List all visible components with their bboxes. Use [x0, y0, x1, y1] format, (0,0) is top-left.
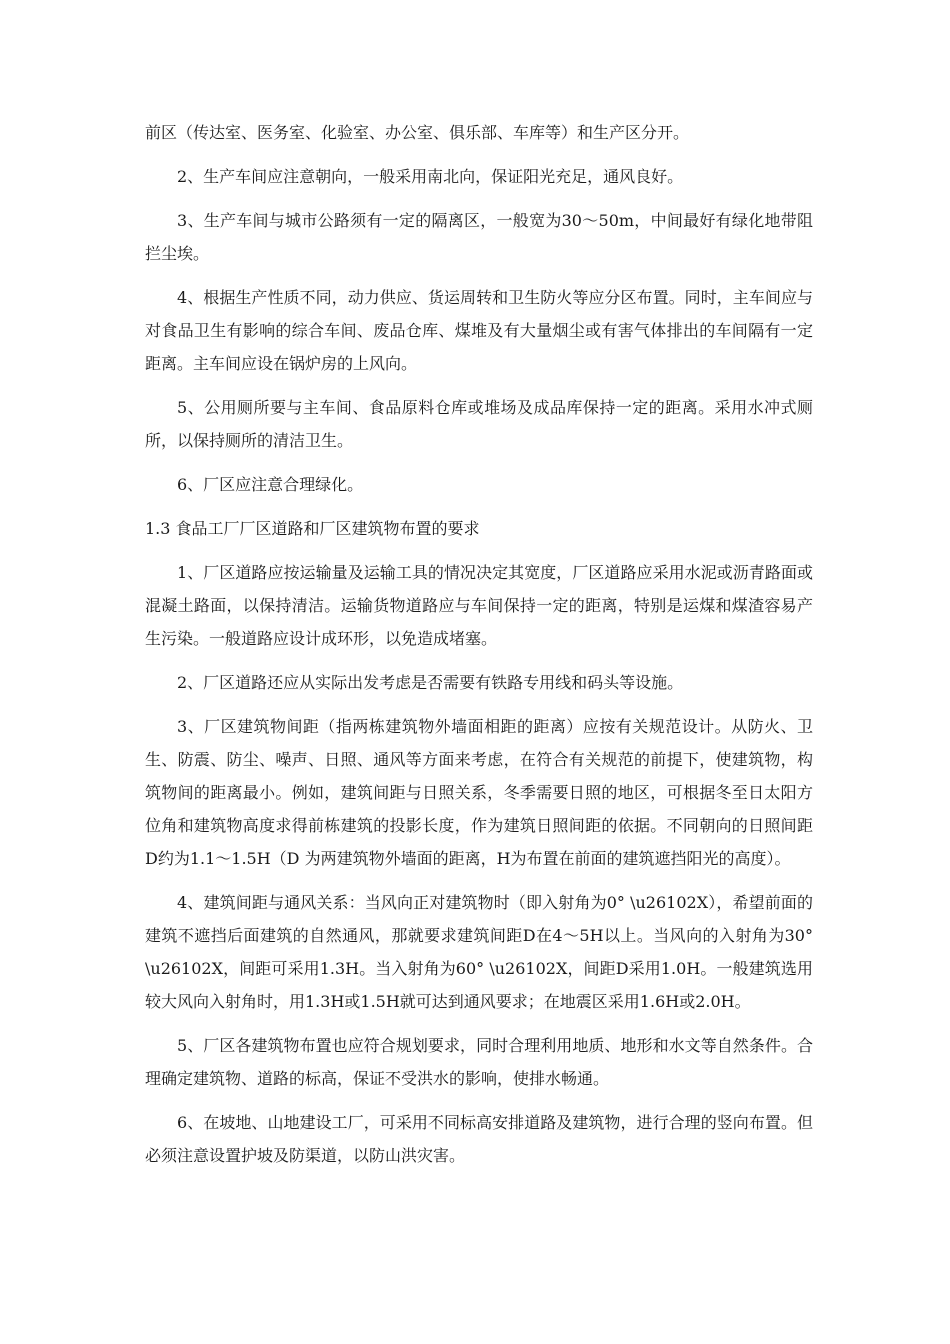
paragraph-road-width: 1、厂区道路应按运输量及运输工具的情况决定其宽度，厂区道路应采用水泥或沥青路面或混凝土路面，以保持清洁。运输货物道路应与车间保持一定的距离，特别是运煤和煤渣容易产生污染。一般道路应设计成环形，以免造成堵塞。	[145, 563, 813, 648]
section-heading: 1.3 食品工厂厂区道路和厂区建筑物布置的要求	[145, 519, 480, 538]
paragraph-building-spacing: 3、厂区建筑物间距（指两栋建筑物外墙面相距的距离）应按有关规范设计。从防火、卫生、防震、防尘、噪声、日照、通风等方面来考虑，在符合有关规范的前提下，使建筑物，构筑物间的距离最小。例如，建筑间距与日照关系，冬季需要日照的地区，可根据冬至日太阳方位角和建筑物高度求得前栋建筑的投影长度，作为建筑日照间距的依据。不同朝向的日照间距D约为1.1～1.5H（D 为两建筑物外墙面的距离，H为布置在前面的建筑遮挡阳光的高度）。	[145, 717, 813, 868]
paragraph-zoning-continuation: 前区（传达室、医务室、化验室、办公室、俱乐部、车库等）和生产区分开。	[145, 123, 690, 142]
paragraph-railway: 2、厂区道路还应从实际出发考虑是否需要有铁路专用线和码头等设施。	[177, 673, 684, 692]
paragraph-orientation: 2、生产车间应注意朝向，一般采用南北向，保证阳光充足，通风良好。	[177, 167, 684, 186]
document-body	[145, 116, 813, 1183]
paragraph-greening: 6、厂区应注意合理绿化。	[177, 475, 364, 494]
paragraph-ventilation: 4、建筑间距与通风关系：当风向正对建筑物时（即入射角为0° \u26102X），希望前面的建筑不遮挡后面建筑的自然通风，那就要求建筑间距D在4～5H以上。当风向的入射角为30° \u26102X，间距可采用1.3H。当入射角为60° \u26102X，间距D采用1.0H。一般建筑选用较大风向入射角时，用1.3H或1.5H就可达到通风要求；在地震区采用1.6H或2.0H。	[145, 893, 813, 1011]
paragraph-toilets: 5、公用厕所要与主车间、食品原料仓库或堆场及成品库保持一定的距离。采用水冲式厕所，以保持厕所的清洁卫生。	[145, 398, 813, 450]
paragraph-slope-sites: 6、在坡地、山地建设工厂，可采用不同标高安排道路及建筑物，进行合理的竖向布置。但必须注意设置护坡及防渠道，以防山洪灾害。	[145, 1113, 813, 1165]
paragraph-zoned-layout: 4、根据生产性质不同，动力供应、货运周转和卫生防火等应分区布置。同时，主车间应与对食品卫生有影响的综合车间、废品仓库、煤堆及有大量烟尘或有害气体排出的车间隔有一定距离。主车间应设在锅炉房的上风向。	[145, 288, 813, 373]
paragraph-planning: 5、厂区各建筑物布置也应符合规划要求，同时合理利用地质、地形和水文等自然条件。合理确定建筑物、道路的标高，保证不受洪水的影响，使排水畅通。	[145, 1036, 813, 1088]
paragraph-isolation-zone: 3、生产车间与城市公路须有一定的隔离区，一般宽为30～50m，中间最好有绿化地带阻拦尘埃。	[145, 211, 813, 263]
